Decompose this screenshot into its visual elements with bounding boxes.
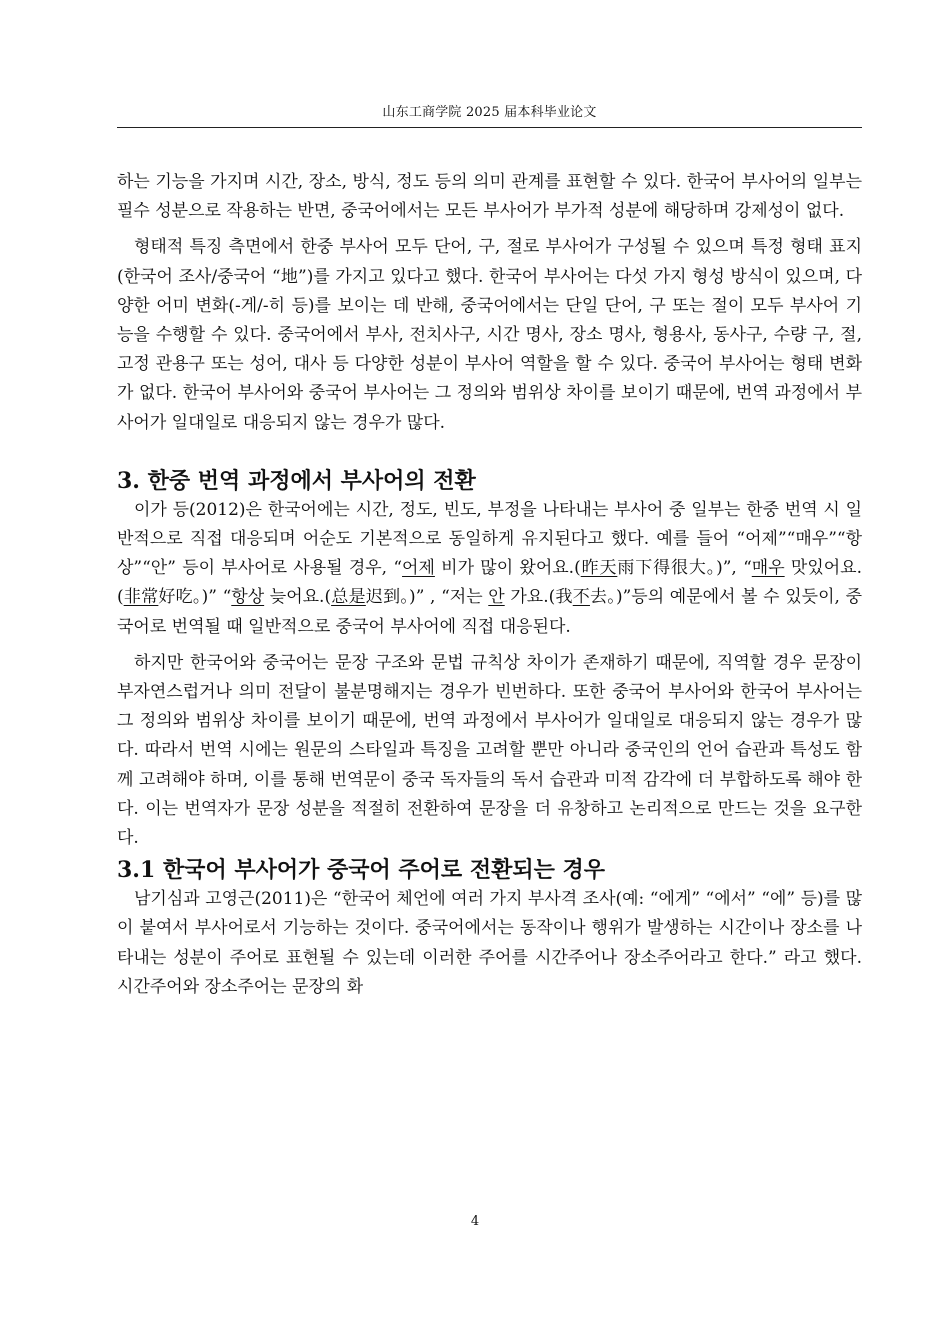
example-adverb-zh: 总是 — [331, 587, 366, 608]
paragraph-continued: 하는 기능을 가지며 시간, 장소, 방식, 정도 등의 의미 관계를 표현할 수 있다. 한국어 부사어의 일부는 필수 성분으로 작용하는 반면, 중국어에서는 모든 부사어가 부가적 성분에 해당하며 강제성이 없다. — [117, 172, 862, 222]
text-run: 늦어요.( — [264, 587, 332, 608]
header-rule — [117, 127, 862, 128]
text-run: 去。)”등의 예문에서 볼 수 있듯이, 중국어로 번역될 때 일반적으로 중국어 부사어에 직접 대응된다. — [117, 587, 862, 637]
example-adverb-zh: 昨天 — [580, 558, 618, 579]
paragraph-structural-differences: 하지만 한국어와 중국어는 문장 구조와 문법 규칙상 차이가 존재하기 때문에, 직역할 경우 문장이 부자연스럽거나 의미 전달이 불분명해지는 경우가 빈번하다. 또한 중국어 부사어와 한국어 부사어는 그 정의와 범위상 차이를 보이기 때문에, 번역 과정에서 부사어가 일대일로 대응되지 않는 경우가 많다. 따라서 번역 시에는 원문의 스타일과 특징을 고려할 뿐만 아니라 중국인의 언어 습관과 특성도 함께 고려해야 하며, 이를 통해 번역문이 중국 독자들의 독서 습관과 미적 감각에 더 부합하도록 해야 한다. 이는 번역자가 문장 성분을 적절히 전환하여 문장을 더 유창하고 논리적으로 만드는 것을 요구한다. — [117, 652, 862, 849]
text-run: 가요.(我 — [504, 587, 573, 608]
text-run: 이가 등(2012)은 한국어에는 시간, 정도, 빈도, 부정을 나타내는 부사어 중 일부는 한중 번역 시 일반적으로 직접 대응되며 어순도 기본적으로 동일하게 유지된다고 했다. 예를 들어 “어제”“매우”“항상”“안” 등이 부사어로 사용될 경우, “ — [117, 499, 862, 579]
example-adverb-ko: 매우 — [751, 558, 785, 579]
text-run: 비가 많이 왔어요.( — [434, 558, 581, 579]
section-heading-3-1: 3.1 한국어 부사어가 중국어 주어로 전환되는 경우 — [117, 857, 606, 884]
example-adverb-zh: 非常 — [123, 587, 159, 608]
text-run: 맛있어요.( — [117, 558, 863, 608]
paragraph-direct-correspondence — [117, 496, 862, 642]
section-heading-3: 3. 한중 번역 과정에서 부사어의 전환 — [117, 467, 476, 494]
example-adverb-zh: 不 — [572, 587, 590, 608]
page-number: 4 — [470, 1214, 480, 1229]
paragraph-subject-conversion: 남기심과 고영근(2011)은 “한국어 체언에 여러 가지 부사격 조사(예: “에게” “에서” “에” 등)를 많이 붙여서 부사어로서 기능하는 것이다. 중국어에서는 동작이나 행위가 발생하는 시간이나 장소를 나타내는 성분이 주어로 표현될 수 있는데 이러한 주어를 시간주어나 장소주어라고 한다.” 라고 했다. 시간주어와 장소주어는 문장의 화 — [117, 889, 862, 997]
text-run: 雨下得很大。)”, “ — [617, 558, 752, 579]
example-adverb-ko: 어제 — [402, 558, 435, 579]
example-adverb-ko: 항상 — [231, 587, 265, 608]
text-run: 好吃。)” “ — [158, 587, 232, 608]
text-run: 迟到。)” , “저는 — [365, 587, 489, 608]
running-header: 山东工商学院 2025 届本科毕业论文 — [382, 105, 597, 120]
example-adverb-ko: 안 — [488, 587, 505, 608]
page-body — [117, 168, 862, 1002]
paragraph-morphology: 형태적 특징 측면에서 한중 부사어 모두 단어, 구, 절로 부사어가 구성될 수 있으며 특정 형태 표지(한국어 조사/중국어 “地”)를 가지고 있다고 했다. 한국어 부사어는 다섯 가지 형성 방식이 있으며, 다양한 어미 변화(-게/-히 등)를 보이는 데 반해, 중국어에서는 단일 단어, 구 또는 절이 모두 부사어 기능을 수행할 수 있다. 중국어에서 부사, 전치사구, 시간 명사, 장소 명사, 형용사, 동사구, 수량 구, 절, 고정 관용구 또는 성어, 대사 등 다양한 성분이 부사어 역할을 할 수 있다. 중국어 부사어는 형태 변화가 없다. 한국어 부사어와 중국어 부사어는 그 정의와 범위상 차이를 보이기 때문에, 번역 과정에서 부사어가 일대일로 대응되지 않는 경우가 많다. — [117, 237, 862, 433]
